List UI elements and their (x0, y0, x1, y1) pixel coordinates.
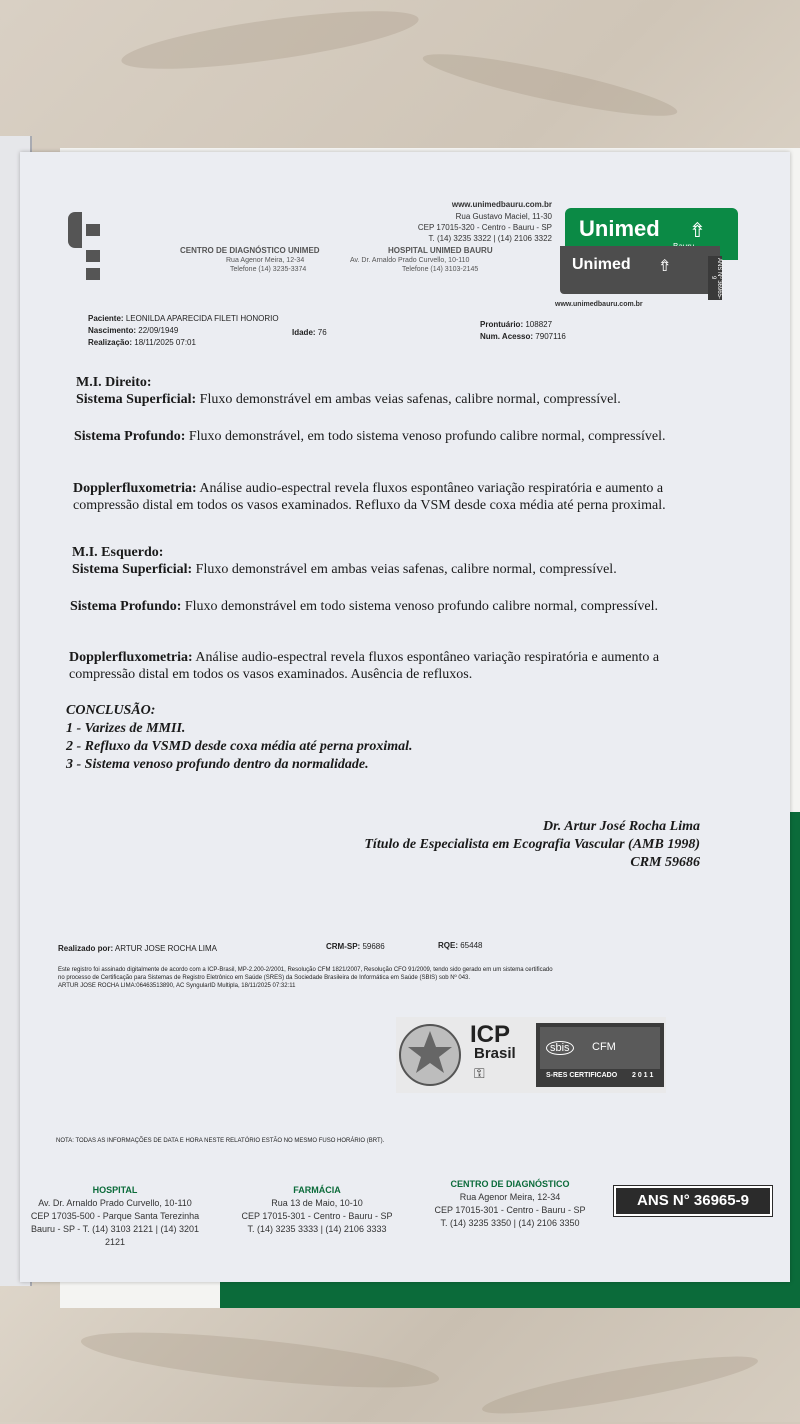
left-deep-text: Fluxo demonstrável em todo sistema venoso profundo calibre normal, compressível. (181, 599, 659, 614)
doctor-crm: CRM 59686 (630, 855, 700, 870)
record-row (480, 320, 552, 330)
right-deep-text: Fluxo demonstrável, em todo sistema venoso profundo calibre normal, compressível. (185, 429, 666, 444)
rqe-label: RQE: (438, 941, 458, 950)
footer-hospital-cep: CEP 17035-500 - Parque Santa Terezinha (30, 1211, 200, 1221)
hospital-phone: Telefone (14) 3103-2145 (402, 266, 479, 273)
sbis-label: sbis (546, 1041, 574, 1055)
background-texture (420, 43, 681, 126)
left-doppler-label: Dopplerfluxometria: (69, 650, 193, 665)
center-title: CENTRO DE DIAGNÓSTICO UNIMED (180, 246, 320, 255)
right-limb-section (76, 374, 736, 408)
footer-pharmacy-cep: CEP 17015-301 - Centro - Bauru - SP (241, 1211, 393, 1221)
right-doppler-label: Dopplerfluxometria: (73, 481, 197, 496)
footer-hospital-title: HOSPITAL (92, 1185, 138, 1195)
access-number: 7907116 (535, 332, 566, 341)
left-limb-section (72, 544, 732, 578)
letterhead-address: Rua Gustavo Maciel, 11-30 (455, 212, 552, 221)
patient-age-row (292, 328, 327, 338)
patient-birth-row (88, 326, 178, 336)
icp-label: ICP (470, 1021, 511, 1048)
conclusion-section (66, 702, 666, 774)
brand-name: Unimed (579, 216, 660, 241)
patient-birth-label: Nascimento: (88, 326, 137, 335)
patient-name-row (88, 314, 279, 324)
right-doppler-text: Análise audio-espectral revela fluxos espontâneo variação respiratória e aumento a compressão distal em todos os vasos examinados. Refluxo da VSM desde coxa média até perna proximal. (73, 481, 666, 513)
signature-block (260, 818, 700, 872)
letterhead-cep: CEP 17015-320 - Centro - Bauru - SP (417, 223, 552, 232)
exam-date-row (88, 338, 196, 348)
left-superficial-label: Sistema Superficial: (72, 562, 193, 577)
footer-pharmacy (228, 1184, 406, 1236)
unimed-secondary-badge (560, 246, 720, 294)
year-label: 2 0 1 1 (632, 1072, 654, 1079)
patient-name-label: Paciente: (88, 314, 124, 323)
center-phone: Telefone (14) 3235-3374 (230, 266, 307, 273)
conclusion-item: 2 - Refluxo da VSMD desde coxa média até perna proximal. (66, 739, 413, 754)
footer-pharmacy-address: Rua 13 de Maio, 10-10 (271, 1198, 363, 1208)
hospital-address: Av. Dr. Arnaldo Prado Curvello, 10-110 (350, 257, 470, 264)
right-deep-section (74, 428, 694, 445)
patient-name: LEONILDA APARECIDA FILETI HONORIO (125, 314, 279, 323)
crm-sp-label: CRM-SP: (326, 942, 361, 951)
exam-date: 18/11/2025 07:01 (134, 338, 196, 347)
patient-age-label: Idade: (292, 328, 316, 337)
unimed-tree-icon: ⇮ (689, 220, 706, 242)
right-superficial-label: Sistema Superficial: (76, 392, 197, 407)
doctor-name: Dr. Artur José Rocha Lima (542, 819, 700, 834)
performed-label: Realizado por: (58, 944, 114, 953)
ans-strip: ANS Nº 36965-9 (710, 257, 722, 299)
patient-birth: 22/09/1949 (138, 326, 179, 335)
left-deep-section (70, 598, 690, 615)
crm-sp-row (326, 942, 385, 952)
unimed-tree-icon: ⇮ (658, 258, 672, 275)
conclusion-item: 1 - Varizes de MMII. (66, 721, 186, 736)
legal-line: no processo de Certificação para Sistemas de Registro Eletrônico em Saúde (SRES) da Sociedade Brasileira de Informática em Saúde (SBIS) sob Nº 043. (58, 975, 471, 981)
key-icon: ⚿ (474, 1065, 485, 1081)
crm-sp-number: 59686 (362, 942, 385, 951)
footer-center-address: Rua Agenor Meira, 12-34 (459, 1192, 561, 1202)
right-superficial-text: Fluxo demonstrável em ambas veias safenas, calibre normal, compressível. (196, 392, 621, 407)
performed-by-row (58, 944, 217, 954)
doctor-title: Título de Especialista em Ecografia Vascular (AMB 1998) (364, 837, 700, 852)
footer-center-title: CENTRO DE DIAGNÓSTICO (450, 1179, 570, 1189)
right-limb-title: M.I. Direito: (76, 375, 152, 390)
performed-name: ARTUR JOSE ROCHA LIMA (114, 944, 217, 953)
footer-center-cep: CEP 17015-301 - Centro - Bauru - SP (434, 1205, 586, 1215)
background-texture (480, 1346, 761, 1424)
conclusion-title: CONCLUSÃO: (66, 703, 156, 718)
right-doppler-section (73, 480, 713, 514)
brand-name-secondary: Unimed (572, 256, 631, 273)
seals-graphic (396, 1017, 666, 1093)
center-address: Rua Agenor Meira, 12-34 (226, 257, 305, 264)
rqe-row (438, 941, 482, 951)
letterhead-phone: T. (14) 3235 3322 | (14) 2106 3322 (428, 234, 552, 243)
left-deep-label: Sistema Profundo: (70, 599, 182, 614)
patient-age: 76 (317, 328, 327, 337)
left-limb-title: M.I. Esquerdo: (72, 545, 164, 560)
website-link[interactable]: www.unimedbauru.com.br (451, 200, 552, 209)
footer-pharmacy-phone: T. (14) 3235 3333 | (14) 2106 3333 (247, 1224, 387, 1234)
left-doppler-text: Análise audio-espectral revela fluxos espontâneo variação respiratória e aumento a compressão distal em todos os vasos examinados. Ausência de refluxos. (69, 650, 660, 682)
website-bottom: www.unimedbauru.com.br (555, 301, 643, 308)
footer-hospital-address: Av. Dr. Arnaldo Prado Curvello, 10-110 (38, 1198, 192, 1208)
timezone-note: NOTA: TODAS AS INFORMAÇÕES DE DATA E HORA NESTE RELATÓRIO ESTÃO NO MESMO FUSO HORÁRIO (BRT). (56, 1138, 385, 1144)
cfm-label: CFM (592, 1041, 616, 1053)
hospital-title: HOSPITAL UNIMED BAURU (388, 246, 493, 255)
certification-seals (396, 1017, 666, 1093)
report-page (20, 152, 790, 1282)
background-texture (119, 0, 422, 81)
ans-number-badge: ANS N° 36965-9 (614, 1186, 772, 1216)
right-deep-label: Sistema Profundo: (74, 429, 186, 444)
footer-pharmacy-title: FARMÁCIA (293, 1185, 341, 1195)
conclusion-item: 3 - Sistema venoso profundo dentro da normalidade. (66, 757, 369, 772)
legal-line: Este registro foi assinado digitalmente de acordo com a ICP-Brasil, MP-2.200-2/2001, Resolução CFM 1821/2007, Resolução CFO 91/2009, tendo sido gerado em um sistema certificado (58, 967, 553, 973)
legal-text (58, 966, 698, 990)
background-texture (79, 1321, 441, 1398)
brasil-label: Brasil (474, 1045, 516, 1062)
footer-hospital (20, 1184, 210, 1249)
access-row (480, 332, 566, 342)
record-label: Prontuário: (480, 320, 524, 329)
left-superficial-text: Fluxo demonstrável em ambas veias safenas, calibre normal, compressível. (192, 562, 617, 577)
sbes-label: S-RES CERTIFICADO (546, 1072, 618, 1079)
access-label: Num. Acesso: (480, 332, 534, 341)
footer-center (420, 1178, 600, 1230)
exam-date-label: Realização: (88, 338, 133, 347)
record-number: 108827 (525, 320, 553, 329)
footer-hospital-phone: Bauru - SP - T. (14) 3103 2121 | (14) 3201 2121 (30, 1224, 200, 1247)
footer-center-phone: T. (14) 3235 3350 | (14) 2106 3350 (440, 1218, 580, 1228)
rqe-number: 65448 (460, 941, 483, 950)
legal-line: ARTUR JOSE ROCHA LIMA:06463513890, AC SyngularID Multipla, 18/11/2025 07:32:11 (58, 983, 296, 989)
left-doppler-section (69, 649, 709, 683)
